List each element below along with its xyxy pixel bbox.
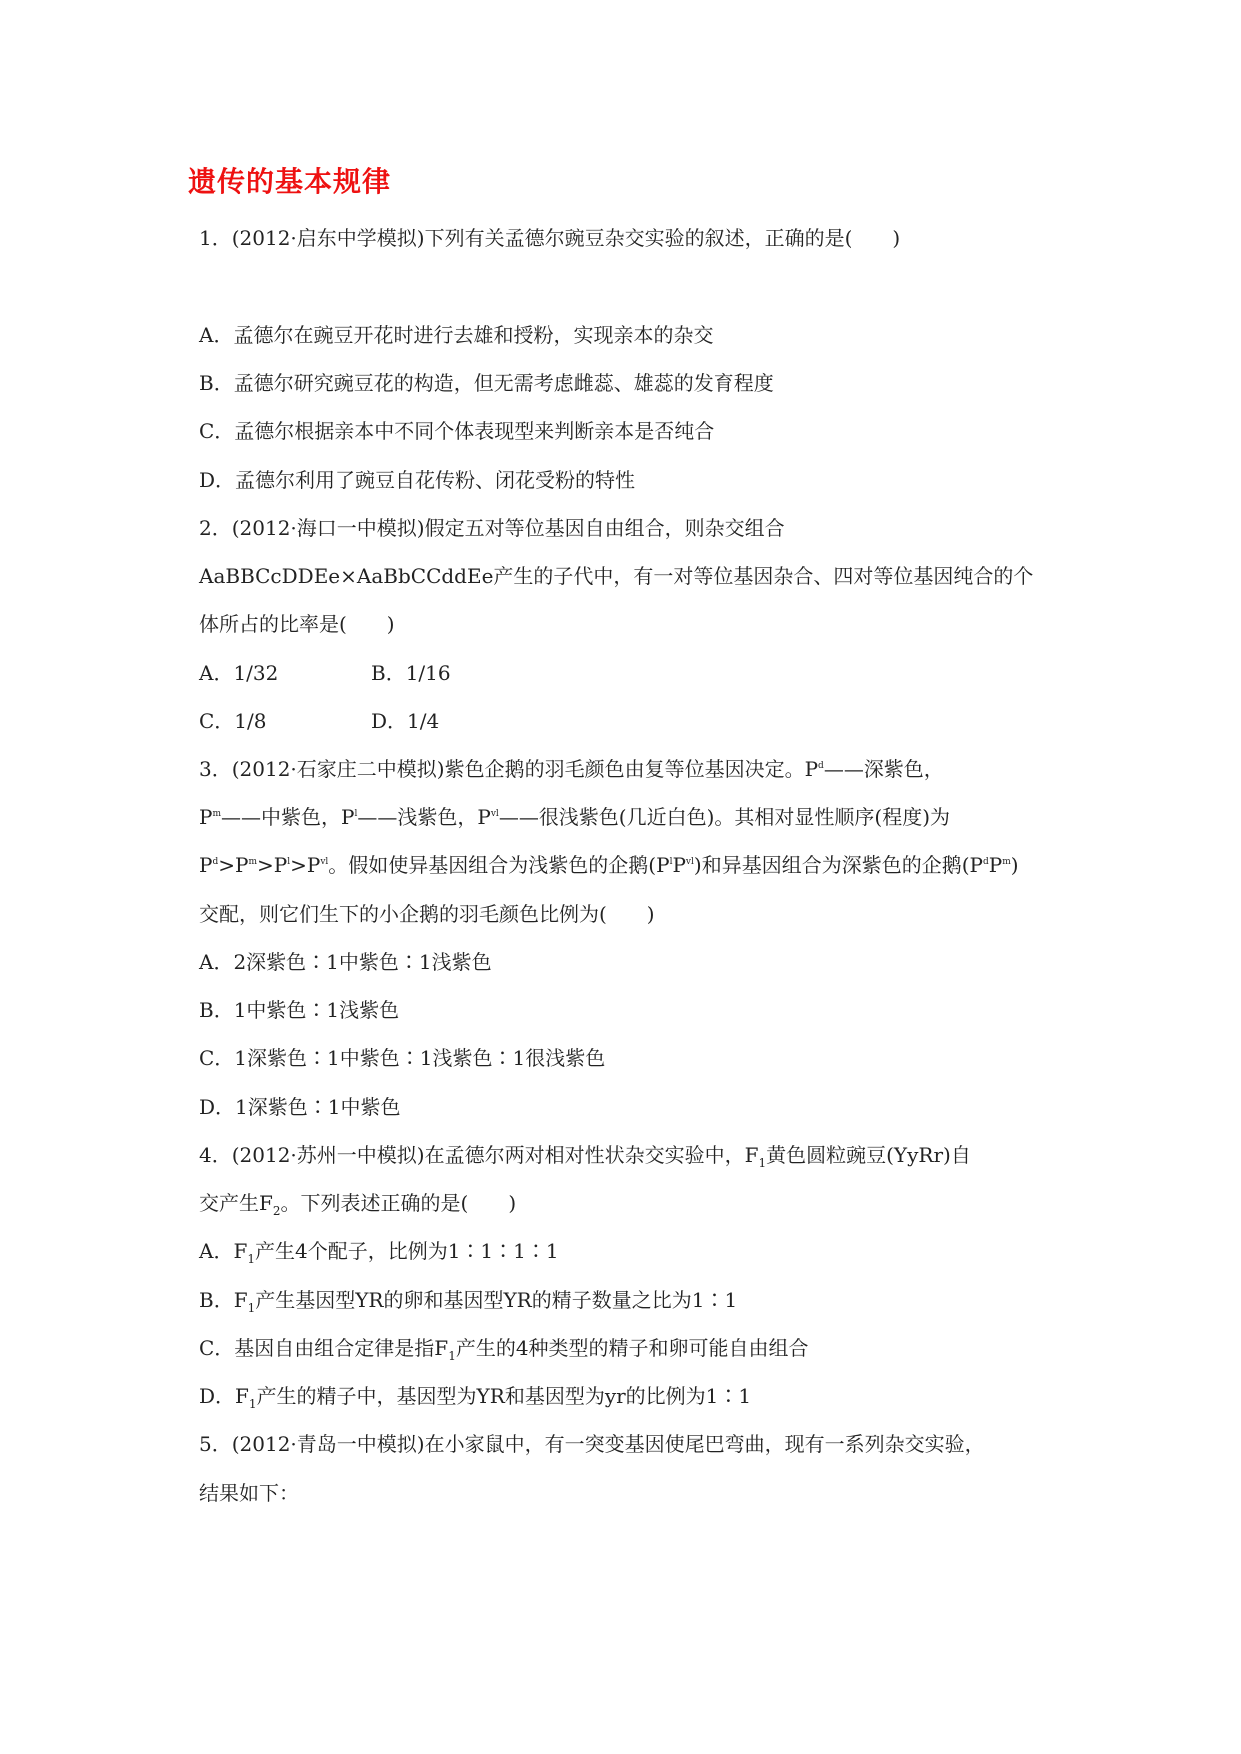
q2-stem-line-2: AaBBCcDDEe×AaBbCCddEe产生的子代中，有一对等位基因杂合、四对等位基因纯合的个 <box>199 564 1034 588</box>
q4-text: 交产生F <box>199 1191 273 1215</box>
q2-option-b: B．1/16 <box>371 661 451 685</box>
q4-stem-line-1 <box>199 1143 971 1170</box>
allele-superscript: l <box>287 857 291 867</box>
q1-option-b: B．孟德尔研究豌豆花的构造，但无需考虑雌蕊、雄蕊的发育程度 <box>199 371 774 395</box>
allele-superscript: d <box>982 857 989 867</box>
q2-option-d: D．1/4 <box>371 709 440 733</box>
q3-text: ——深紫色， <box>823 757 944 781</box>
q3-option-b: B．1中紫色∶1浅紫色 <box>199 998 400 1022</box>
q3-text: P <box>988 853 1003 877</box>
generation-subscript: 2 <box>272 1204 281 1218</box>
q1-stem: 1．(2012·启东中学模拟)下列有关孟德尔豌豆杂交实验的叙述，正确的是( ) <box>199 226 901 250</box>
page-title: 遗传的基本规律 <box>188 165 392 198</box>
q4-option-a <box>199 1239 559 1266</box>
q3-text: ——很浅紫色(几近白色)。其相对显性顺序(程度)为 <box>498 805 951 829</box>
q4-text: 产生的4种类型的精子和卵可能自由组合 <box>455 1336 809 1360</box>
allele-superscript: m <box>1002 857 1011 867</box>
q3-text: 3．(2012·石家庄二中模拟)紫色企鹅的羽毛颜色由复等位基因决定。P <box>199 757 819 781</box>
q3-text: ) <box>1010 853 1019 877</box>
generation-subscript: 1 <box>247 1301 256 1315</box>
q4-text: 产生基因型YR的卵和基因型YR的精子数量之比为1∶1 <box>255 1288 738 1312</box>
q3-text: >P <box>290 853 321 877</box>
q4-option-c <box>199 1336 809 1363</box>
generation-subscript: 1 <box>248 1397 257 1411</box>
q3-text: P <box>199 853 213 877</box>
q1-option-d: D．孟德尔利用了豌豆自花传粉、闭花受粉的特性 <box>199 468 636 492</box>
q4-option-d <box>199 1384 751 1411</box>
allele-superscript: m <box>248 857 257 867</box>
q5-stem-line-1: 5．(2012·青岛一中模拟)在小家鼠中，有一突变基因使尾巴弯曲，现有一系列杂交实验， <box>199 1432 985 1456</box>
q1-option-a: A．孟德尔在豌豆开花时进行去雄和授粉，实现亲本的杂交 <box>199 323 714 347</box>
q2-stem-line-3: 体所占的比率是( ) <box>199 612 395 636</box>
q3-text: P <box>672 853 686 877</box>
generation-subscript: 1 <box>247 1252 255 1266</box>
allele-superscript: l <box>354 809 358 819</box>
q2-option-c: C．1/8 <box>199 709 267 733</box>
q3-option-a: A．2深紫色∶1中紫色∶1浅紫色 <box>199 950 492 974</box>
q2-option-a: A．1/32 <box>199 661 279 685</box>
q3-text: ——浅紫色，P <box>357 805 491 829</box>
q4-option-b <box>199 1288 737 1315</box>
allele-superscript: vl <box>490 809 499 819</box>
q4-text: 产生4个配子，比例为1∶1∶1∶1 <box>254 1239 559 1263</box>
generation-subscript: 1 <box>758 1156 767 1170</box>
q4-text: D．F <box>199 1384 249 1408</box>
q4-text: A．F <box>199 1239 248 1263</box>
q2-stem-line-1: 2．(2012·海口一中模拟)假定五对等位基因自由组合，则杂交组合 <box>199 516 785 540</box>
allele-superscript: l <box>669 857 673 867</box>
q4-text: 黄色圆粒豌豆(YyRr)自 <box>766 1143 971 1167</box>
q3-stem-line-3 <box>199 853 1019 877</box>
allele-superscript: d <box>818 761 824 771</box>
q3-text: 。假如使异基因组合为浅紫色的企鹅(P <box>328 853 670 877</box>
allele-superscript: vl <box>320 857 329 867</box>
q4-text: C．基因自由组合定律是指F <box>199 1336 449 1360</box>
q2-options-row-1 <box>199 661 451 685</box>
q4-text: 产生的精子中，基因型为YR和基因型为yr的比例为1∶1 <box>256 1384 752 1408</box>
q2-options-row-2 <box>199 709 439 733</box>
q3-text: ——中紫色，P <box>221 805 355 829</box>
q3-option-c: C．1深紫色∶1中紫色∶1浅紫色∶1很浅紫色 <box>199 1046 606 1070</box>
q5-stem-line-2: 结果如下： <box>199 1481 299 1505</box>
q3-stem-line-2 <box>199 805 950 829</box>
q3-text: >P <box>218 853 249 877</box>
allele-superscript: m <box>212 809 222 819</box>
q3-text: )和异基因组合为深紫色的企鹅(P <box>693 853 983 877</box>
q3-option-d: D．1深紫色∶1中紫色 <box>199 1095 401 1119</box>
generation-subscript: 1 <box>448 1349 456 1363</box>
q4-stem-line-2 <box>199 1191 516 1218</box>
q3-text: P <box>199 805 213 829</box>
q3-stem-line-1 <box>199 757 944 781</box>
q1-option-c: C．孟德尔根据亲本中不同个体表现型来判断亲本是否纯合 <box>199 419 715 443</box>
q3-text: >P <box>257 853 288 877</box>
q4-text: 4．(2012·苏州一中模拟)在孟德尔两对相对性状杂交实验中，F <box>199 1143 759 1167</box>
q3-stem-line-4: 交配，则它们生下的小企鹅的羽毛颜色比例为( ) <box>199 902 655 926</box>
allele-superscript: d <box>212 857 219 867</box>
allele-superscript: vl <box>685 857 694 867</box>
q4-text: B．F <box>199 1288 248 1312</box>
q4-text: 。下列表述正确的是( ) <box>280 1191 517 1215</box>
